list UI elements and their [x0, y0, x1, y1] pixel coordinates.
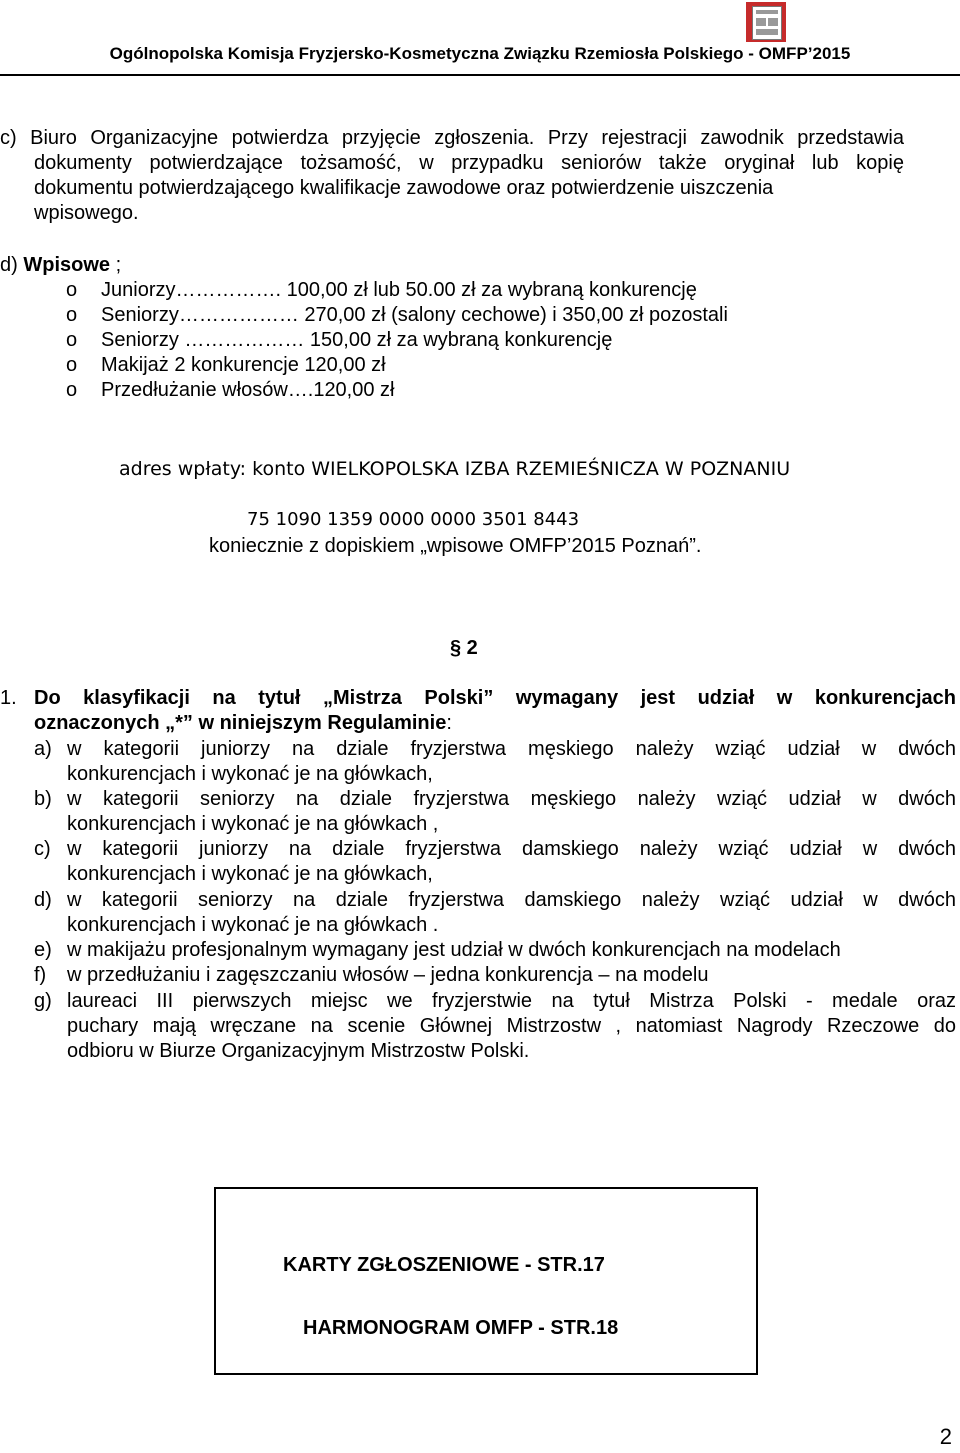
fee-bullet: o [66, 379, 78, 401]
item-label: f) [34, 964, 47, 986]
header-divider [0, 74, 960, 76]
section-d-title: Wpisowe [23, 254, 111, 276]
item-d-line-1: w kategorii seniorzy na dziale fryzjerstwa damskiego należy wziąć udział w dwóch [67, 889, 956, 911]
section-1-number: 1. [0, 687, 17, 709]
section-c-line-3: dokumentu potwierdzającego kwalifikacje zawodowe oraz potwierdzenie uiszczenia [34, 177, 774, 199]
omfp-logo [746, 2, 786, 42]
section-1-lead-line-2: oznaczonych „*” w niniejszym Regulaminie: [34, 712, 452, 734]
item-g-line-3: odbioru w Biurze Organizacyjnym Mistrzostw Polski. [67, 1040, 530, 1062]
item-e-line-1: w makijażu profesjonalnym wymagany jest udział w dwóch konkurencjach na modelach [67, 939, 841, 961]
item-label: d) [34, 889, 52, 911]
info-box [214, 1187, 758, 1375]
box-line-schedule: HARMONOGRAM OMFP - STR.18 [303, 1317, 619, 1339]
payment-account-number: 75 1090 1359 0000 0000 3501 8443 [247, 509, 580, 530]
section-d-label: d) [0, 254, 18, 276]
fee-item-seniors-2: Seniorzy ……………… 150,00 zł za wybraną konkurencję [101, 329, 613, 351]
section-1-lead-line-1: Do klasyfikacji na tytuł „Mistrza Polski” wymagany jest udział w konkurencjach [34, 687, 956, 709]
item-a-line-1: w kategorii juniorzy na dziale fryzjerstwa męskiego należy wziąć udział w dwóch [67, 738, 956, 760]
item-b-line-1: w kategorii seniorzy na dziale fryzjerstwa męskiego należy wziąć udział w dwóch [67, 788, 956, 810]
item-c-line-1: w kategorii juniorzy na dziale fryzjerstwa damskiego należy wziąć udział w dwóch [67, 838, 956, 860]
fee-bullet: o [66, 329, 78, 351]
section-1-lead-colon: : [446, 712, 452, 734]
item-g-line-1: laureaci III pierwszych miejsc we fryzjerstwie na tytuł Mistrza Polski - medale oraz [67, 990, 956, 1012]
item-label: e) [34, 939, 52, 961]
fee-item-juniors: Juniorzy……………. 100,00 zł lub 50.00 zł za wybraną konkurencję [101, 279, 697, 301]
item-b-line-2: konkurencjach i wykonać je na główkach , [67, 813, 439, 835]
section-c-line-2: dokumenty potwierdzające tożsamość, w przypadku seniorów także oryginał lub kopię [34, 152, 904, 174]
item-f-line-1: w przedłużaniu i zagęszczaniu włosów – jedna konkurencja – na modelu [67, 964, 709, 986]
page-number: 2 [939, 1424, 952, 1449]
header-title: Ogólnopolska Komisja Fryzjersko-Kosmetyczna Związku Rzemiosła Polskiego - OMFP’2015 [109, 44, 851, 63]
section-c-line-4: wpisowego. [34, 202, 139, 224]
item-g-line-2: puchary mają wręczane na scenie Głównej Mistrzostw , natomiast Nagrody Rzeczowe do [67, 1015, 956, 1037]
item-d-line-2: konkurencjach i wykonać je na główkach . [67, 914, 439, 936]
item-label: g) [34, 990, 52, 1012]
fee-item-extensions: Przedłużanie włosów….120,00 zł [101, 379, 395, 401]
box-line-forms: KARTY ZGŁOSZENIOWE - STR.17 [283, 1254, 605, 1276]
item-label: a) [34, 738, 52, 760]
section-c-line-1: c) Biuro Organizacyjne potwierdza przyjęcie zgłoszenia. Przy rejestracji zawodnik przedstawia [0, 127, 904, 149]
section-d-title-suffix: ; [110, 254, 122, 276]
payment-note: koniecznie z dopiskiem „wpisowe OMFP’2015 Poznań”. [209, 535, 702, 557]
paragraph-mark: § 2 [450, 637, 478, 659]
fee-bullet: o [66, 279, 78, 301]
fee-bullet: o [66, 354, 78, 376]
fee-item-seniors-1: Seniorzy……………… 270,00 zł (salony cechowe) i 350,00 zł pozostali [101, 304, 728, 326]
section-d-heading [0, 253, 121, 278]
payment-address: adres wpłaty: konto WIELKOPOLSKA IZBA RZEMIEŚNICZA W POZNANIU [119, 458, 791, 480]
item-label: c) [34, 838, 51, 860]
fee-bullet: o [66, 304, 78, 326]
item-label: b) [34, 788, 52, 810]
item-c-line-2: konkurencjach i wykonać je na główkach, [67, 863, 433, 885]
fee-item-makeup: Makijaż 2 konkurencje 120,00 zł [101, 354, 386, 376]
item-a-line-2: konkurencjach i wykonać je na główkach, [67, 763, 433, 785]
